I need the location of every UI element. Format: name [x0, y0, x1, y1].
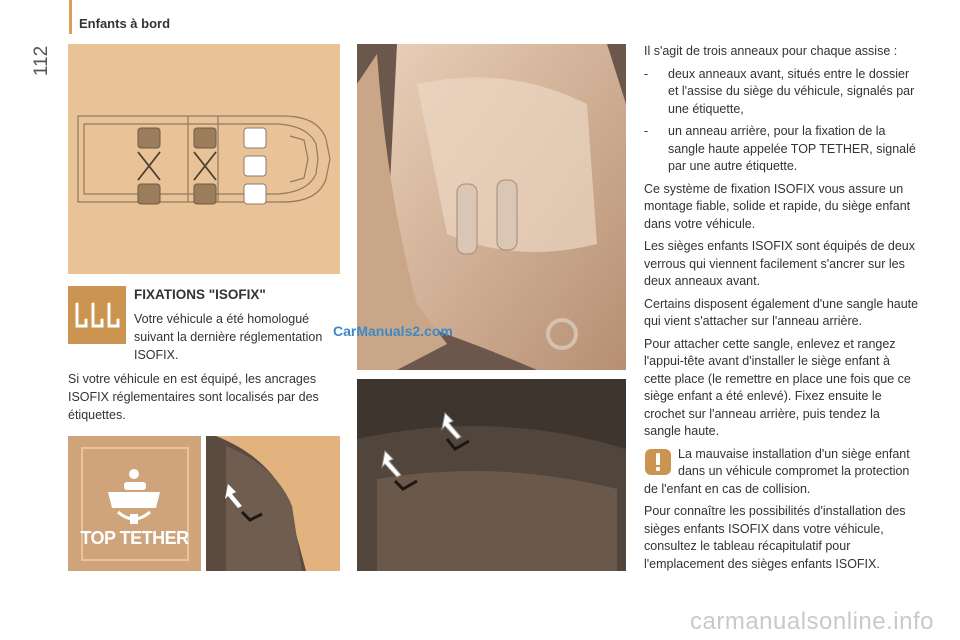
- bullet-rear-ring: - un anneau arrière, pour la fixation de la sangle haute appelée TOP TETHER, signalé par une autre étiquette.: [644, 124, 916, 173]
- header-accent-bar: [69, 0, 72, 34]
- paragraph-system: Ce système de fixation ISOFIX vous assure un montage fiable, solide et rapide, du siège enfant dans votre véhicule.: [644, 181, 911, 231]
- right-text-column: [644, 43, 920, 578]
- top-tether-label: [68, 436, 201, 571]
- paragraph-table-reference: Pour connaître les possibilités d'installation des sièges enfants ISOFIX dans votre véhicule, consultez le tableau récapitulatif pour l'emplacement des sièges enfants ISOFIX.: [644, 504, 906, 571]
- isofix-anchor-icon: [68, 286, 126, 344]
- warning-text: La mauvaise installation d'un siège enfant dans un véhicule compromet la protection de l'enfant en cas de collision.: [644, 446, 910, 496]
- warning-icon: [644, 448, 672, 476]
- warning-box: [644, 446, 920, 499]
- paragraph-attach: Pour attacher cette sangle, enlevez et rangez l'appui-tête avant d'installer le siège enfant à cette place (le remettre en place une fois que ce siège enfant a été enlevé). Fixez ensuite le crochet sur l'anneau arrière, puis tendez la sangle haute.: [644, 336, 911, 438]
- bullet-front-rings: - deux anneaux avant, situés entre le dossier et l'assise du siège du véhicule, signalés par une étiquette,: [644, 66, 915, 116]
- footer-watermark: carmanualsonline.info: [690, 608, 934, 635]
- page-number: 112: [31, 45, 52, 77]
- top-tether-text: TOP TETHER: [80, 528, 189, 548]
- rings-intro: Il s'agit de trois anneaux pour chaque assise :: [644, 44, 898, 58]
- van-seat-diagram: [68, 44, 340, 274]
- child-seat-illustration: [357, 44, 626, 370]
- isofix-rings-illustration: [357, 379, 626, 571]
- section-header: Enfants à bord: [79, 16, 171, 31]
- watermark-link[interactable]: CarManuals2.com: [333, 323, 453, 339]
- tether-anchor-illustration: [206, 436, 340, 571]
- labels-paragraph: Si votre véhicule en est équipé, les ancrages ISOFIX réglementaires sont localisés par des étiquettes.: [68, 372, 319, 422]
- isofix-section-title: FIXATIONS "ISOFIX": [134, 287, 266, 302]
- paragraph-strap: Certains disposent également d'une sangle haute qui vient s'attacher sur l'anneau arrière.: [644, 296, 919, 328]
- paragraph-locks: Les sièges enfants ISOFIX sont équipés de deux verrous qui viennent facilement s'ancrer sur les deux anneaux avant.: [644, 239, 916, 288]
- isofix-intro-text: Votre véhicule a été homologué suivant la dernière réglementation ISOFIX.: [134, 312, 323, 362]
- van-outline-illustration: [68, 44, 340, 274]
